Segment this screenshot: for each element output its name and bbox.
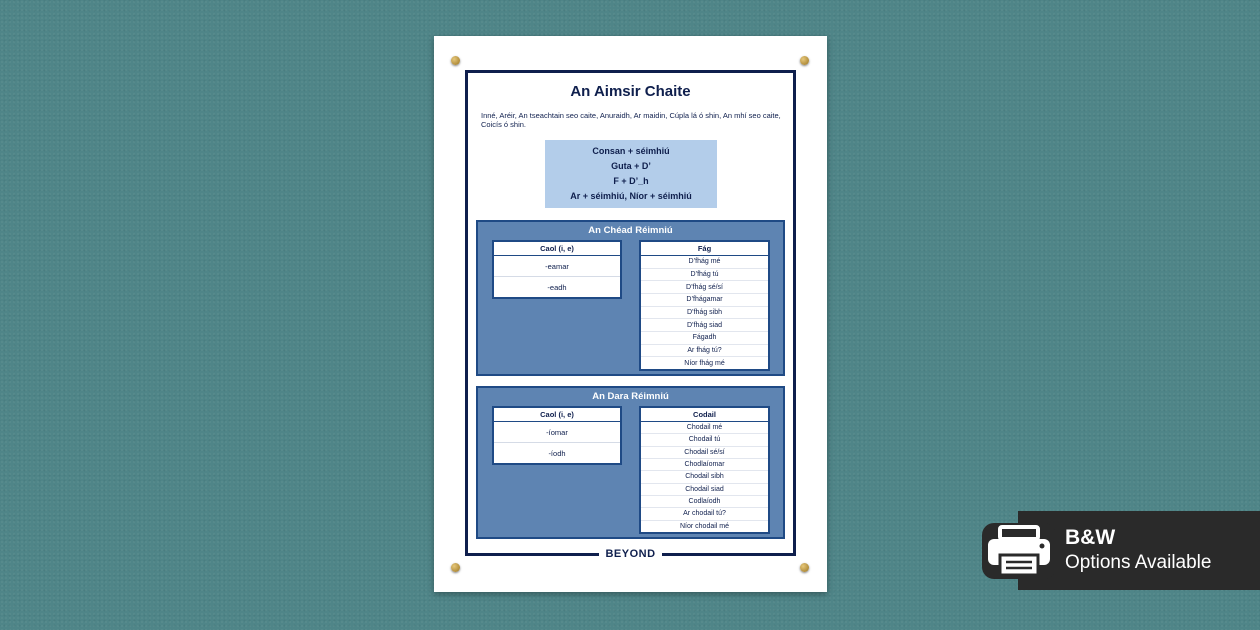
verb-form: Chodail mé	[641, 422, 768, 434]
verb-form: Chodail tú	[641, 434, 768, 446]
verb-box	[639, 406, 770, 534]
banner-title: B&W	[1065, 526, 1116, 549]
verb-form: D’fhág sibh	[641, 307, 768, 320]
ending-item: -íomar	[494, 422, 620, 443]
verb-header: Codail	[641, 408, 768, 422]
rules-box	[545, 140, 717, 208]
section-title: An Dara Réimniú	[592, 391, 669, 402]
verb-form: Chodail sé/sí	[641, 447, 768, 459]
verb-form: D’fhág mé	[641, 256, 768, 269]
verb-form: Codlaíodh	[641, 496, 768, 508]
section-second-conjugation	[476, 386, 785, 539]
ending-item: -eamar	[494, 256, 620, 277]
verb-form: D’fhág sé/sí	[641, 281, 768, 294]
verb-form: D’fhágamar	[641, 294, 768, 307]
printer-icon	[980, 519, 1058, 583]
section-title: An Chéad Réimniú	[588, 225, 673, 236]
ending-item: -eadh	[547, 282, 567, 292]
verb-form: Ar chodail tú?	[641, 508, 768, 520]
pin-top-right	[800, 56, 809, 65]
verb-form: D’fhág tú	[641, 269, 768, 282]
endings-header: Caol (i, e)	[494, 408, 620, 422]
endings-header: Caol (i, e)	[494, 242, 620, 256]
rule-line: Ar + séimhiú, Níor + séimhiú	[570, 191, 692, 201]
logo-text: BEYOND	[599, 548, 661, 560]
beyond-logo	[468, 544, 793, 562]
verb-form: Chodlaíomar	[641, 459, 768, 471]
poster-frame	[465, 70, 796, 560]
poster-title: An Aimsir Chaite	[570, 83, 691, 100]
verb-box	[639, 240, 770, 371]
ending-item: -íodh	[548, 448, 566, 458]
pin-bottom-left	[451, 563, 460, 572]
verb-form: Níor chodail mé	[679, 522, 730, 530]
verb-header: Fág	[641, 242, 768, 256]
endings-box	[492, 240, 622, 299]
verb-form: D’fhág siad	[641, 319, 768, 332]
time-phrases: Inné, Aréir, An tseachtain seo caite, Anuraidh, Ar maidin, Cúpla lá ó shin, An mhí seo caite, Coicís ó shin.	[481, 111, 781, 129]
verb-form: Ar fhág tú?	[641, 345, 768, 358]
banner-subtitle: Options Available	[1065, 552, 1212, 573]
poster	[434, 36, 827, 592]
rule-line: Guta + D’	[611, 161, 651, 171]
rule-line: Consan + séimhiú	[592, 146, 670, 156]
pin-bottom-right	[800, 563, 809, 572]
section-first-conjugation	[476, 220, 785, 376]
endings-box	[492, 406, 622, 465]
verb-form: Chodail siad	[641, 484, 768, 496]
verb-form: Fágadh	[641, 332, 768, 345]
rule-line: F + D’_h	[613, 176, 649, 186]
pin-top-left	[451, 56, 460, 65]
verb-form: Níor fhág mé	[684, 359, 725, 367]
verb-form: Chodail sibh	[641, 471, 768, 483]
bw-options-banner	[1018, 511, 1260, 590]
